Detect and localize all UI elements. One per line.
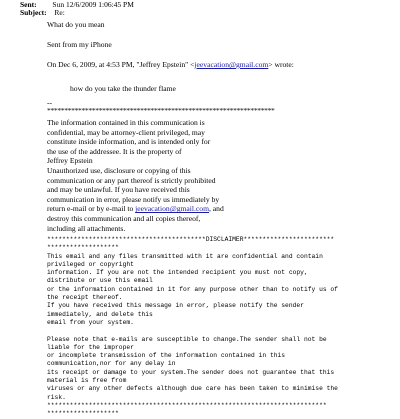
disclaimer-line: ******************************************DISCLAIMER************************ — [47, 236, 335, 243]
notice-line: destroy this communication and all copies thereof, — [47, 213, 201, 223]
disclaimer-line: This email and any files transmitted with it are confidential and contain — [47, 252, 323, 260]
disclaimer-line: ******************* — [47, 244, 119, 252]
disclaimer-line: If you have received this message in error, please notify the sender — [47, 302, 304, 310]
quoted-text: how do you take the thunder flame — [70, 84, 176, 93]
disclaimer-block — [47, 236, 338, 419]
disclaimer-line: the receipt thereof. — [47, 294, 123, 302]
subject-value: Re: — [54, 8, 65, 17]
disclaimer-line: or the information contained in it for any purpose other than to notify us of — [47, 285, 338, 293]
notice-line: communication in error, please notify us immediately by — [47, 194, 220, 204]
quote-intro-prefix: On Dec 6, 2009, at 4:53 PM, "Jeffrey Epstein" < — [47, 60, 195, 69]
disclaimer-line: Please note that e-mails are susceptible to change.The sender shall not be — [47, 335, 327, 343]
notice-line: including all attachments. — [47, 223, 126, 233]
notice-line: confidential, may be attorney-client privileged, may — [47, 127, 205, 137]
sent-label: Sent: — [20, 0, 37, 9]
subject-row — [20, 8, 65, 17]
notice-block — [47, 118, 224, 233]
disclaimer-line: risk. — [47, 393, 66, 401]
reply-line-1: What do you mean — [47, 20, 105, 29]
notice-line: the use of the addressee. It is the property of — [47, 146, 182, 156]
disclaimer-line: material is free from — [47, 377, 127, 385]
notice-line: communication or any part thereof is strictly prohibited — [47, 175, 216, 185]
quote-email-link[interactable]: jeevacation@gmail.com — [194, 60, 269, 69]
notice-return-line — [47, 204, 224, 214]
notice-line: Jeffrey Epstein — [47, 156, 93, 166]
disclaimer-line: its receipt or damage to your system.The sender does not guarantee that this — [47, 368, 335, 376]
stars-separator: ****************************************************************** — [47, 106, 275, 115]
disclaimer-line: email from your system. — [47, 318, 134, 326]
disclaimer-line: or incomplete transmission of the information contained in this — [47, 352, 286, 360]
disclaimer-line: immediately, and delete this — [47, 310, 153, 318]
notice-line: and may be unlawful. If you have received this — [47, 185, 190, 195]
disclaimer-line: ******************* — [47, 410, 119, 418]
disclaimer-line: viruses or any other defects although due care has been taken to minimise the — [47, 385, 338, 393]
disclaimer-line: information. If you are not the intended recipient you must not copy, — [47, 269, 308, 277]
disclaimer-blank-line — [47, 327, 338, 335]
quote-intro-suffix: > wrote: — [268, 60, 294, 69]
disclaimer-line: ************************************************************************** — [47, 401, 327, 409]
notice-line: constitute inside information, and is intended only for — [47, 137, 211, 147]
disclaimer-line: privileged or copyright — [47, 260, 134, 268]
quote-intro — [47, 60, 294, 70]
disclaimer-line: distribute or use this email — [47, 277, 153, 285]
sent-value: Sun 12/6/2009 1:06:45 PM — [52, 0, 134, 9]
notice-line: The information contained in this communication is — [47, 118, 205, 127]
notice-line: Unauthorized use, disclosure or copying of this — [47, 165, 191, 175]
disclaimer-line: communication,nor for any delay in — [47, 360, 176, 368]
return-email-link[interactable]: jeevacation@gmail.com — [135, 204, 209, 214]
signature-dash: -- — [47, 98, 53, 107]
return-suffix: , and — [208, 204, 224, 214]
return-prefix: return e-mail or by e-mail to — [47, 204, 136, 214]
disclaimer-line: liable for the improper — [47, 343, 134, 351]
subject-label: Subject: — [20, 8, 47, 17]
reply-line-2: Sent from my iPhone — [47, 40, 112, 49]
